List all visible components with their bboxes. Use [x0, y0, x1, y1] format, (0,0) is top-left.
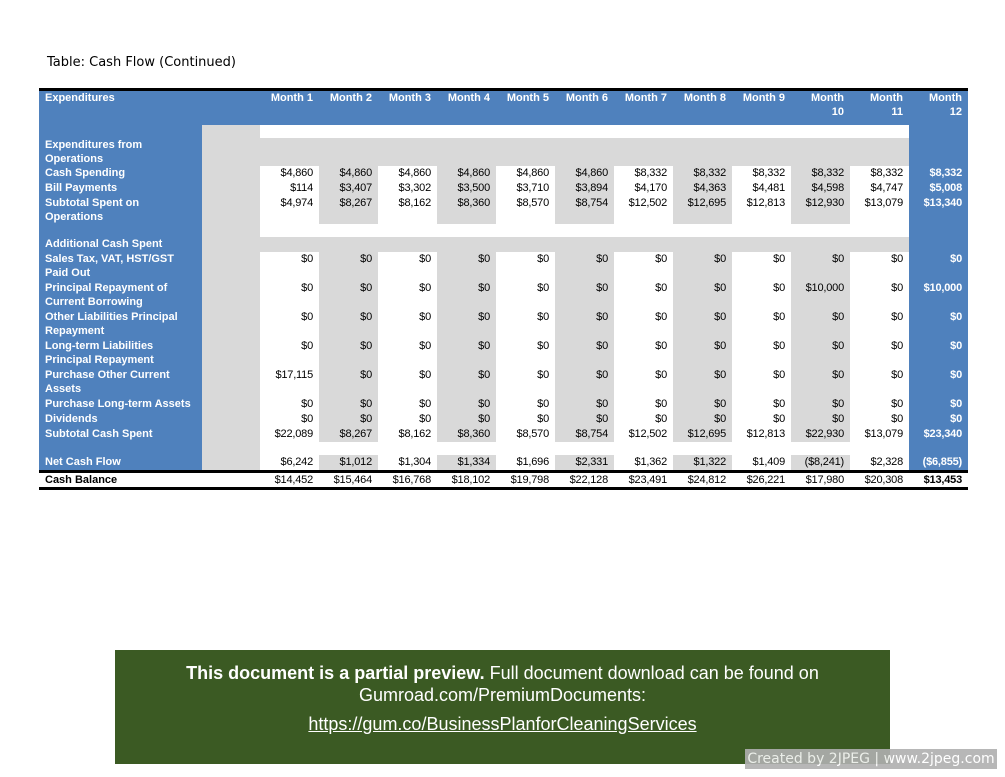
value-cell-month-3: $0	[378, 368, 437, 397]
value-cell-month-1: $17,115	[260, 368, 319, 397]
value-cell-month-9: $8,332	[732, 166, 791, 181]
value-cell-month-12: $0	[909, 252, 968, 281]
value-cell-month-11: $0	[850, 368, 909, 397]
value-cell-month-2: $0	[319, 281, 378, 310]
value-cell-month-4: $1,334	[437, 455, 496, 472]
value-cell-month-2: $8,267	[319, 427, 378, 442]
value-cell-month-3: $0	[378, 412, 437, 427]
value-cell-month-10	[791, 224, 850, 237]
value-cell-month-3: $4,860	[378, 166, 437, 181]
value-cell-month-1: $0	[260, 310, 319, 339]
value-cell-month-5	[496, 442, 555, 455]
value-cell-month-2: $15,464	[319, 472, 378, 489]
table-row	[39, 181, 968, 196]
value-cell-month-10: $0	[791, 310, 850, 339]
table-header-row	[39, 90, 968, 126]
value-cell-month-6: $8,754	[555, 427, 614, 442]
row-gap-cell	[202, 252, 260, 281]
row-label: Sales Tax, VAT, HST/GST Paid Out	[39, 252, 202, 281]
table-row	[39, 397, 968, 412]
row-gap-cell	[202, 166, 260, 181]
value-cell-month-5: $0	[496, 310, 555, 339]
table-row	[39, 196, 968, 224]
value-cell-month-9	[732, 138, 791, 166]
value-cell-month-5: $0	[496, 397, 555, 412]
value-cell-month-10	[791, 138, 850, 166]
table-row	[39, 224, 968, 237]
value-cell-month-10: $0	[791, 368, 850, 397]
value-cell-month-2	[319, 224, 378, 237]
value-cell-month-8: $1,322	[673, 455, 732, 472]
value-cell-month-3: $0	[378, 281, 437, 310]
value-cell-month-7: $12,502	[614, 196, 673, 224]
value-cell-month-6: $0	[555, 412, 614, 427]
value-cell-month-5	[496, 237, 555, 252]
value-cell-month-5: $1,696	[496, 455, 555, 472]
value-cell-month-1: $4,860	[260, 166, 319, 181]
header-month-10: Month 10	[791, 90, 850, 126]
value-cell-month-12: $0	[909, 339, 968, 368]
row-label: Dividends	[39, 412, 202, 427]
row-gap-cell	[202, 224, 260, 237]
value-cell-month-4	[437, 442, 496, 455]
value-cell-month-1: $0	[260, 252, 319, 281]
value-cell-month-4: $4,860	[437, 166, 496, 181]
row-label: Purchase Long-term Assets	[39, 397, 202, 412]
header-month-8: Month 8	[673, 90, 732, 126]
value-cell-month-2: $0	[319, 252, 378, 281]
row-label	[39, 224, 202, 237]
value-cell-month-12: $13,340	[909, 196, 968, 224]
value-cell-month-5	[496, 125, 555, 138]
value-cell-month-4: $0	[437, 339, 496, 368]
value-cell-month-6	[555, 442, 614, 455]
value-cell-month-2: $0	[319, 412, 378, 427]
row-gap-cell	[202, 281, 260, 310]
value-cell-month-8	[673, 237, 732, 252]
value-cell-month-9	[732, 125, 791, 138]
value-cell-month-3	[378, 442, 437, 455]
value-cell-month-1: $14,452	[260, 472, 319, 489]
value-cell-month-5: $0	[496, 339, 555, 368]
value-cell-month-7	[614, 224, 673, 237]
value-cell-month-8: $0	[673, 412, 732, 427]
table-row	[39, 281, 968, 310]
value-cell-month-4: $0	[437, 368, 496, 397]
value-cell-month-10: $0	[791, 412, 850, 427]
value-cell-month-6: $0	[555, 339, 614, 368]
value-cell-month-4: $0	[437, 412, 496, 427]
cash-balance-row	[39, 472, 968, 489]
value-cell-month-9	[732, 237, 791, 252]
value-cell-month-12: ($6,855)	[909, 455, 968, 472]
value-cell-month-2	[319, 138, 378, 166]
row-gap-cell	[202, 237, 260, 252]
value-cell-month-7: $23,491	[614, 472, 673, 489]
value-cell-month-3: $0	[378, 339, 437, 368]
value-cell-month-2: $0	[319, 368, 378, 397]
header-gap	[202, 90, 260, 126]
value-cell-month-8: $0	[673, 252, 732, 281]
value-cell-month-8: $0	[673, 339, 732, 368]
row-gap-cell	[202, 125, 260, 138]
value-cell-month-5: $4,860	[496, 166, 555, 181]
value-cell-month-1: $0	[260, 397, 319, 412]
value-cell-month-9: $0	[732, 281, 791, 310]
table-row	[39, 138, 968, 166]
value-cell-month-8: $8,332	[673, 166, 732, 181]
value-cell-month-6: $4,860	[555, 166, 614, 181]
value-cell-month-3	[378, 138, 437, 166]
value-cell-month-7	[614, 237, 673, 252]
value-cell-month-9: $0	[732, 310, 791, 339]
value-cell-month-4	[437, 237, 496, 252]
value-cell-month-11: $0	[850, 412, 909, 427]
value-cell-month-4: $0	[437, 397, 496, 412]
header-month-5: Month 5	[496, 90, 555, 126]
value-cell-month-3	[378, 237, 437, 252]
value-cell-month-12	[909, 237, 968, 252]
value-cell-month-12	[909, 224, 968, 237]
value-cell-month-9: $4,481	[732, 181, 791, 196]
value-cell-month-2	[319, 237, 378, 252]
value-cell-month-3: $8,162	[378, 427, 437, 442]
value-cell-month-11	[850, 442, 909, 455]
value-cell-month-7: $0	[614, 281, 673, 310]
value-cell-month-7	[614, 138, 673, 166]
value-cell-month-4	[437, 125, 496, 138]
value-cell-month-8: $24,812	[673, 472, 732, 489]
table-row	[39, 125, 968, 138]
row-gap-cell	[202, 397, 260, 412]
value-cell-month-11: $0	[850, 310, 909, 339]
value-cell-month-9	[732, 224, 791, 237]
value-cell-month-12: $5,008	[909, 181, 968, 196]
value-cell-month-10: $0	[791, 397, 850, 412]
value-cell-month-7: $0	[614, 368, 673, 397]
value-cell-month-12: $0	[909, 310, 968, 339]
value-cell-month-5: $8,570	[496, 196, 555, 224]
value-cell-month-10: $10,000	[791, 281, 850, 310]
value-cell-month-11: $20,308	[850, 472, 909, 489]
row-label	[39, 442, 202, 455]
row-label: Subtotal Cash Spent	[39, 427, 202, 442]
value-cell-month-5: $0	[496, 252, 555, 281]
preview-line-1	[115, 662, 890, 684]
table-row	[39, 455, 968, 472]
value-cell-month-2	[319, 125, 378, 138]
value-cell-month-12: $10,000	[909, 281, 968, 310]
value-cell-month-2	[319, 442, 378, 455]
value-cell-month-7: $0	[614, 397, 673, 412]
table-row	[39, 442, 968, 455]
watermark: Created by 2JPEG | www.2jpeg.com	[745, 749, 997, 769]
value-cell-month-11	[850, 125, 909, 138]
value-cell-month-4	[437, 138, 496, 166]
value-cell-month-4: $0	[437, 310, 496, 339]
value-cell-month-4: $0	[437, 252, 496, 281]
value-cell-month-4: $3,500	[437, 181, 496, 196]
header-month-11: Month 11	[850, 90, 909, 126]
row-label: Expenditures from Operations	[39, 138, 202, 166]
header-month-4: Month 4	[437, 90, 496, 126]
value-cell-month-12: $23,340	[909, 427, 968, 442]
value-cell-month-6	[555, 224, 614, 237]
table-row	[39, 368, 968, 397]
value-cell-month-3	[378, 125, 437, 138]
row-gap-cell	[202, 339, 260, 368]
value-cell-month-11: $8,332	[850, 166, 909, 181]
value-cell-month-1: $6,242	[260, 455, 319, 472]
row-gap-cell	[202, 138, 260, 166]
value-cell-month-11	[850, 237, 909, 252]
value-cell-month-10	[791, 442, 850, 455]
value-cell-month-1	[260, 224, 319, 237]
value-cell-month-9: $12,813	[732, 427, 791, 442]
value-cell-month-10: $17,980	[791, 472, 850, 489]
value-cell-month-8	[673, 125, 732, 138]
value-cell-month-6: $22,128	[555, 472, 614, 489]
value-cell-month-6: $2,331	[555, 455, 614, 472]
row-gap-cell	[202, 368, 260, 397]
value-cell-month-12: $13,453	[909, 472, 968, 489]
value-cell-month-8: $12,695	[673, 196, 732, 224]
row-gap-cell	[202, 455, 260, 472]
value-cell-month-12	[909, 138, 968, 166]
value-cell-month-7: $0	[614, 339, 673, 368]
value-cell-month-12: $0	[909, 397, 968, 412]
value-cell-month-5: $0	[496, 368, 555, 397]
value-cell-month-9: $0	[732, 368, 791, 397]
row-label: Long-term Liabilities Principal Repayment	[39, 339, 202, 368]
value-cell-month-1	[260, 125, 319, 138]
value-cell-month-2: $3,407	[319, 181, 378, 196]
value-cell-month-8: $4,363	[673, 181, 732, 196]
value-cell-month-8: $0	[673, 281, 732, 310]
value-cell-month-1: $114	[260, 181, 319, 196]
value-cell-month-2: $4,860	[319, 166, 378, 181]
row-label: Purchase Other Current Assets	[39, 368, 202, 397]
row-label	[39, 125, 202, 138]
value-cell-month-6: $0	[555, 310, 614, 339]
row-label: Subtotal Spent on Operations	[39, 196, 202, 224]
value-cell-month-11: $0	[850, 339, 909, 368]
value-cell-month-6: $0	[555, 368, 614, 397]
value-cell-month-7: $0	[614, 310, 673, 339]
preview-bold: This document is a partial preview.	[186, 663, 485, 683]
value-cell-month-3: $0	[378, 397, 437, 412]
cash-flow-table	[39, 88, 968, 490]
value-cell-month-3	[378, 224, 437, 237]
value-cell-month-7: $4,170	[614, 181, 673, 196]
preview-rest: Full document download can be found on	[484, 663, 819, 683]
value-cell-month-7	[614, 442, 673, 455]
value-cell-month-1	[260, 138, 319, 166]
value-cell-month-7: $12,502	[614, 427, 673, 442]
preview-banner	[115, 650, 890, 764]
value-cell-month-11: $13,079	[850, 427, 909, 442]
value-cell-month-9: $26,221	[732, 472, 791, 489]
value-cell-month-11: $0	[850, 252, 909, 281]
value-cell-month-11: $4,747	[850, 181, 909, 196]
value-cell-month-4	[437, 224, 496, 237]
table-row	[39, 252, 968, 281]
value-cell-month-11	[850, 138, 909, 166]
table-row	[39, 310, 968, 339]
header-month-12: Month 12	[909, 90, 968, 126]
table-row	[39, 339, 968, 368]
row-label: Additional Cash Spent	[39, 237, 202, 252]
header-month-2: Month 2	[319, 90, 378, 126]
header-month-9: Month 9	[732, 90, 791, 126]
value-cell-month-8: $0	[673, 310, 732, 339]
value-cell-month-11	[850, 224, 909, 237]
value-cell-month-8	[673, 138, 732, 166]
value-cell-month-1: $22,089	[260, 427, 319, 442]
header-month-6: Month 6	[555, 90, 614, 126]
row-label: Principal Repayment of Current Borrowing	[39, 281, 202, 310]
value-cell-month-2: $0	[319, 397, 378, 412]
row-label: Net Cash Flow	[39, 455, 202, 472]
row-label: Other Liabilities Principal Repayment	[39, 310, 202, 339]
row-gap-cell	[202, 472, 260, 489]
value-cell-month-1: $0	[260, 339, 319, 368]
header-month-7: Month 7	[614, 90, 673, 126]
value-cell-month-8: $0	[673, 368, 732, 397]
value-cell-month-2: $0	[319, 339, 378, 368]
value-cell-month-9: $0	[732, 339, 791, 368]
value-cell-month-6: $8,754	[555, 196, 614, 224]
value-cell-month-9: $0	[732, 397, 791, 412]
value-cell-month-1: $0	[260, 281, 319, 310]
value-cell-month-10	[791, 237, 850, 252]
value-cell-month-1: $0	[260, 412, 319, 427]
row-gap-cell	[202, 181, 260, 196]
table-row	[39, 427, 968, 442]
value-cell-month-6	[555, 237, 614, 252]
download-link[interactable]: https://gum.co/BusinessPlanforCleaningServices	[308, 714, 697, 734]
table-caption: Table: Cash Flow (Continued)	[47, 55, 236, 70]
value-cell-month-7: $0	[614, 412, 673, 427]
value-cell-month-5: $3,710	[496, 181, 555, 196]
value-cell-month-4: $0	[437, 281, 496, 310]
value-cell-month-11: $0	[850, 281, 909, 310]
value-cell-month-2: $0	[319, 310, 378, 339]
header-month-1: Month 1	[260, 90, 319, 126]
value-cell-month-10: $4,598	[791, 181, 850, 196]
value-cell-month-4: $18,102	[437, 472, 496, 489]
value-cell-month-3: $0	[378, 310, 437, 339]
value-cell-month-8: $12,695	[673, 427, 732, 442]
value-cell-month-9: $0	[732, 252, 791, 281]
value-cell-month-6	[555, 125, 614, 138]
value-cell-month-7	[614, 125, 673, 138]
value-cell-month-10: $0	[791, 252, 850, 281]
value-cell-month-5: $0	[496, 281, 555, 310]
value-cell-month-2: $1,012	[319, 455, 378, 472]
row-label: Bill Payments	[39, 181, 202, 196]
value-cell-month-10	[791, 125, 850, 138]
value-cell-month-12	[909, 125, 968, 138]
value-cell-month-7: $0	[614, 252, 673, 281]
table-row	[39, 237, 968, 252]
preview-line-2: Gumroad.com/PremiumDocuments:	[358, 685, 647, 705]
value-cell-month-8	[673, 442, 732, 455]
value-cell-month-11: $2,328	[850, 455, 909, 472]
value-cell-month-10: $0	[791, 339, 850, 368]
value-cell-month-10: $12,930	[791, 196, 850, 224]
value-cell-month-5: $19,798	[496, 472, 555, 489]
value-cell-month-2: $8,267	[319, 196, 378, 224]
value-cell-month-9: $12,813	[732, 196, 791, 224]
row-gap-cell	[202, 310, 260, 339]
value-cell-month-3: $8,162	[378, 196, 437, 224]
value-cell-month-1	[260, 442, 319, 455]
value-cell-month-5: $0	[496, 412, 555, 427]
value-cell-month-12	[909, 442, 968, 455]
value-cell-month-3: $1,304	[378, 455, 437, 472]
row-label: Cash Balance	[39, 472, 202, 489]
value-cell-month-7: $1,362	[614, 455, 673, 472]
row-gap-cell	[202, 427, 260, 442]
value-cell-month-1	[260, 237, 319, 252]
table-row	[39, 412, 968, 427]
value-cell-month-12: $0	[909, 368, 968, 397]
value-cell-month-5	[496, 224, 555, 237]
value-cell-month-10: $8,332	[791, 166, 850, 181]
value-cell-month-3: $16,768	[378, 472, 437, 489]
value-cell-month-6: $3,894	[555, 181, 614, 196]
row-gap-cell	[202, 412, 260, 427]
value-cell-month-6	[555, 138, 614, 166]
value-cell-month-5: $8,570	[496, 427, 555, 442]
value-cell-month-8	[673, 224, 732, 237]
value-cell-month-6: $0	[555, 281, 614, 310]
value-cell-month-8: $0	[673, 397, 732, 412]
value-cell-month-10: $22,930	[791, 427, 850, 442]
value-cell-month-11: $0	[850, 397, 909, 412]
value-cell-month-4: $8,360	[437, 196, 496, 224]
value-cell-month-9: $0	[732, 412, 791, 427]
row-label: Cash Spending	[39, 166, 202, 181]
value-cell-month-10: ($8,241)	[791, 455, 850, 472]
value-cell-month-9: $1,409	[732, 455, 791, 472]
value-cell-month-1: $4,974	[260, 196, 319, 224]
value-cell-month-6: $0	[555, 397, 614, 412]
header-expenditures: Expenditures	[39, 90, 202, 126]
value-cell-month-11: $13,079	[850, 196, 909, 224]
row-gap-cell	[202, 442, 260, 455]
value-cell-month-9	[732, 442, 791, 455]
table-row	[39, 166, 968, 181]
value-cell-month-4: $8,360	[437, 427, 496, 442]
value-cell-month-6: $0	[555, 252, 614, 281]
value-cell-month-7: $8,332	[614, 166, 673, 181]
header-month-3: Month 3	[378, 90, 437, 126]
value-cell-month-12: $8,332	[909, 166, 968, 181]
value-cell-month-12: $0	[909, 412, 968, 427]
value-cell-month-3: $3,302	[378, 181, 437, 196]
row-gap-cell	[202, 196, 260, 224]
value-cell-month-3: $0	[378, 252, 437, 281]
value-cell-month-5	[496, 138, 555, 166]
